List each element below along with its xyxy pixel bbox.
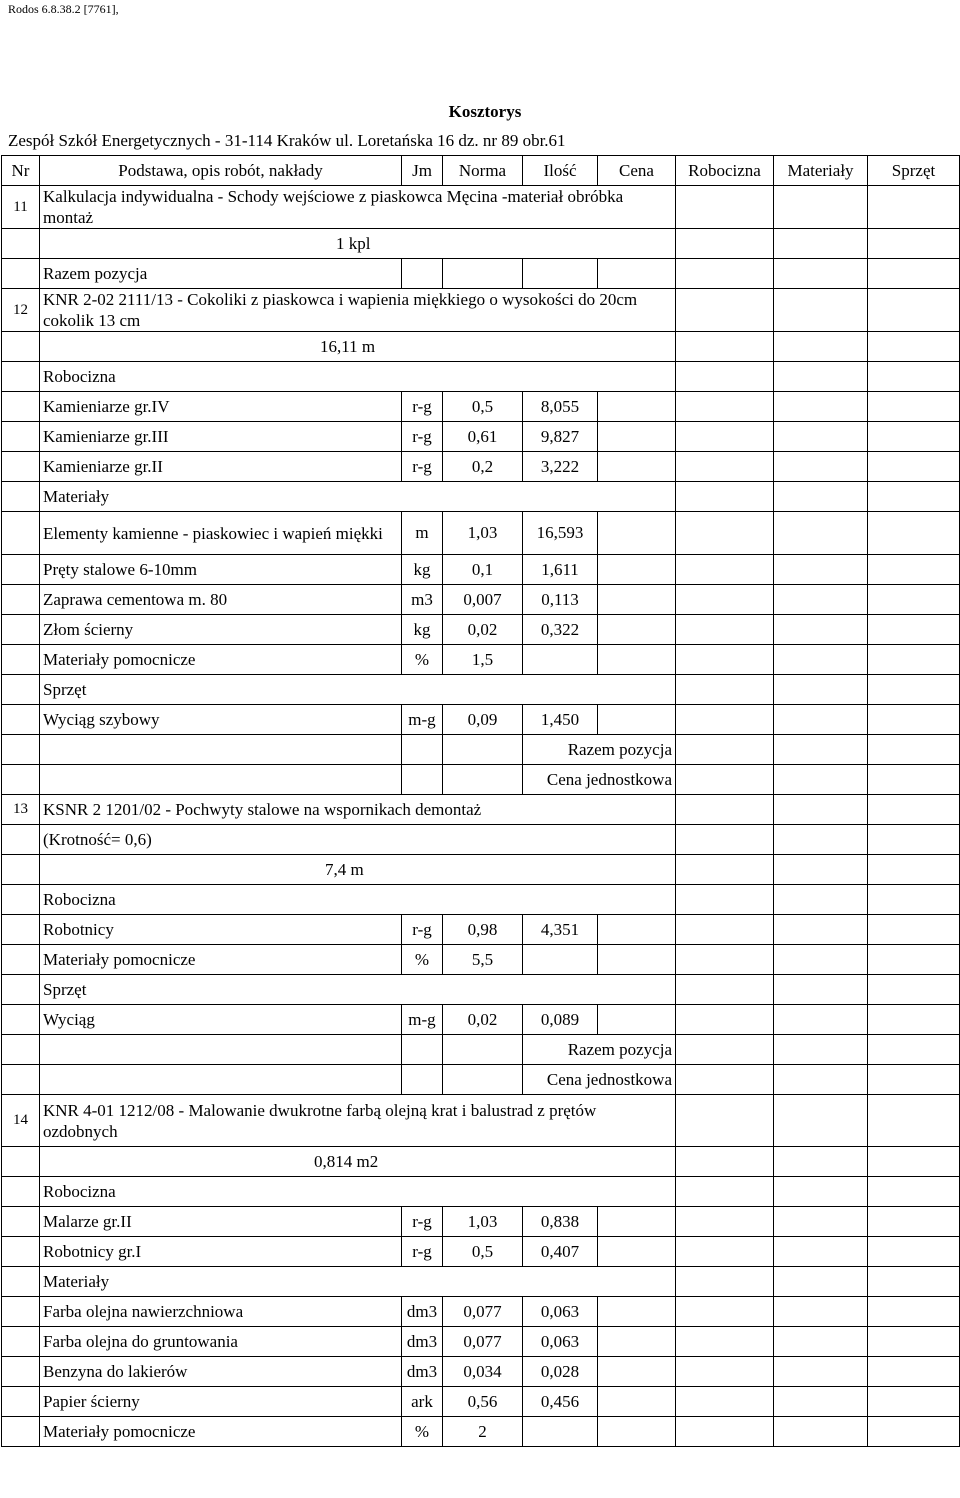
unit-price-label: Cena jednostkowa — [523, 1065, 676, 1095]
resource-row — [2, 555, 960, 585]
resource-unit: % — [402, 645, 443, 675]
resource-unit: r-g — [402, 392, 443, 422]
resource-name: Wyciąg — [40, 1005, 402, 1035]
estimate-table — [1, 155, 960, 1447]
total-label: Razem pozycja — [523, 1035, 676, 1065]
resource-unit: r-g — [402, 1237, 443, 1267]
resource-unit: dm3 — [402, 1357, 443, 1387]
resource-unit: kg — [402, 555, 443, 585]
section-row — [2, 885, 960, 915]
position-quantity: 1 kpl — [40, 229, 676, 259]
resource-norm: 0,1 — [443, 555, 523, 585]
col-header: Robocizna — [676, 156, 774, 186]
resource-name: Malarze gr.II — [40, 1207, 402, 1237]
document-subtitle: Zespół Szkół Energetycznych - 31-114 Kraków ul. Loretańska 16 dz. nr 89 obr.61 — [8, 131, 566, 150]
resource-quantity: 0,113 — [523, 585, 598, 615]
unit-price-row — [2, 765, 960, 795]
resource-quantity: 0,063 — [523, 1327, 598, 1357]
resource-name: Papier ścierny — [40, 1387, 402, 1417]
resource-unit: m — [402, 512, 443, 555]
position-row — [2, 1095, 960, 1147]
resource-unit: kg — [402, 615, 443, 645]
resource-quantity: 1,611 — [523, 555, 598, 585]
resource-name: Elementy kamienne - piaskowiec i wapień miękki — [40, 512, 402, 555]
resource-row — [2, 1357, 960, 1387]
position-quantity: 0,814 m2 — [40, 1147, 676, 1177]
resource-row — [2, 1005, 960, 1035]
resource-row — [2, 422, 960, 452]
position-number: 12 — [2, 289, 40, 332]
position-row — [2, 186, 960, 229]
resource-unit: dm3 — [402, 1297, 443, 1327]
col-header: Sprzęt — [868, 156, 960, 186]
resource-quantity: 0,322 — [523, 615, 598, 645]
resource-quantity: 0,028 — [523, 1357, 598, 1387]
unit-price-label: Cena jednostkowa — [523, 765, 676, 795]
resource-unit: % — [402, 945, 443, 975]
resource-name: Pręty stalowe 6-10mm — [40, 555, 402, 585]
total-row — [2, 259, 960, 289]
resource-unit: % — [402, 1417, 443, 1447]
resource-row — [2, 1327, 960, 1357]
resource-norm: 0,02 — [443, 615, 523, 645]
section-row — [2, 975, 960, 1005]
resource-norm: 0,034 — [443, 1357, 523, 1387]
resource-unit: ark — [402, 1387, 443, 1417]
header-row — [2, 156, 960, 186]
resource-row — [2, 645, 960, 675]
unit-price-row — [2, 1065, 960, 1095]
total-label: Razem pozycja — [40, 259, 402, 289]
col-header: Ilość — [523, 156, 598, 186]
resource-quantity: 0,456 — [523, 1387, 598, 1417]
position-row — [2, 795, 960, 825]
resource-norm: 5,5 — [443, 945, 523, 975]
resource-quantity — [523, 645, 598, 675]
resource-name: Materiały pomocnicze — [40, 945, 402, 975]
resource-row — [2, 1417, 960, 1447]
col-header: Cena — [598, 156, 676, 186]
quantity-row — [2, 332, 960, 362]
section-row — [2, 1177, 960, 1207]
resource-name: Wyciąg szybowy — [40, 705, 402, 735]
resource-name: Benzyna do lakierów — [40, 1357, 402, 1387]
resource-unit: r-g — [402, 915, 443, 945]
app-version: Rodos 6.8.38.2 [7761], — [8, 2, 119, 16]
position-description: KSNR 2 1201/02 - Pochwyty stalowe na wspornikach demontaż — [40, 795, 676, 825]
resource-quantity: 0,838 — [523, 1207, 598, 1237]
resource-quantity — [523, 945, 598, 975]
position-description: KNR 4-01 1212/08 - Malowanie dwukrotne farbą olejną krat i balustrad z prętów ozdobnych — [40, 1095, 676, 1147]
labor-section-label: Robocizna — [40, 362, 676, 392]
resource-norm: 0,007 — [443, 585, 523, 615]
resource-quantity: 0,063 — [523, 1297, 598, 1327]
resource-name: Farba olejna nawierzchniowa — [40, 1297, 402, 1327]
resource-norm: 0,5 — [443, 1237, 523, 1267]
resource-quantity: 0,089 — [523, 1005, 598, 1035]
resource-norm: 0,09 — [443, 705, 523, 735]
labor-section-label: Robocizna — [40, 1177, 676, 1207]
total-row — [2, 1035, 960, 1065]
resource-unit: m-g — [402, 705, 443, 735]
section-row — [2, 1267, 960, 1297]
resource-row — [2, 512, 960, 555]
col-header: Materiały — [774, 156, 868, 186]
position-number: 11 — [2, 186, 40, 229]
position-number: 14 — [2, 1095, 40, 1147]
resource-name: Robotnicy — [40, 915, 402, 945]
resource-quantity: 0,407 — [523, 1237, 598, 1267]
resource-unit: r-g — [402, 452, 443, 482]
resource-norm: 2 — [443, 1417, 523, 1447]
position-number: 13 — [2, 795, 40, 825]
resource-name: Kamieniarze gr.III — [40, 422, 402, 452]
total-label: Razem pozycja — [523, 735, 676, 765]
quantity-row — [2, 229, 960, 259]
resource-name: Kamieniarze gr.II — [40, 452, 402, 482]
position-description: KNR 2-02 2111/13 - Cokoliki z piaskowca i wapienia miękkiego o wysokości do 20cm cokolik 13 cm — [40, 289, 676, 332]
resource-quantity: 16,593 — [523, 512, 598, 555]
position-quantity: 7,4 m — [40, 855, 676, 885]
position-quantity: 16,11 m — [40, 332, 676, 362]
col-header: Podstawa, opis robót, nakłady — [40, 156, 402, 186]
resource-name: Materiały pomocnicze — [40, 1417, 402, 1447]
resource-name: Kamieniarze gr.IV — [40, 392, 402, 422]
col-header: Jm — [402, 156, 443, 186]
resource-row — [2, 1297, 960, 1327]
resource-name: Materiały pomocnicze — [40, 645, 402, 675]
resource-row — [2, 615, 960, 645]
total-row — [2, 735, 960, 765]
resource-norm: 0,56 — [443, 1387, 523, 1417]
resource-quantity: 1,450 — [523, 705, 598, 735]
section-row — [2, 675, 960, 705]
resource-unit: m-g — [402, 1005, 443, 1035]
materials-section-label: Materiały — [40, 482, 676, 512]
resource-row — [2, 945, 960, 975]
labor-section-label: Robocizna — [40, 885, 676, 915]
equipment-section-label: Sprzęt — [40, 675, 676, 705]
position-multiplier: (Krotność= 0,6) — [40, 825, 676, 855]
resource-unit: r-g — [402, 1207, 443, 1237]
position-description: Kalkulacja indywidualna - Schody wejściowe z piaskowca Męcina -materiał obróbka montaż — [40, 186, 676, 229]
resource-quantity: 3,222 — [523, 452, 598, 482]
col-header: Nr — [2, 156, 40, 186]
resource-quantity — [523, 1417, 598, 1447]
resource-quantity: 9,827 — [523, 422, 598, 452]
resource-norm: 0,5 — [443, 392, 523, 422]
resource-unit: m3 — [402, 585, 443, 615]
equipment-section-label: Sprzęt — [40, 975, 676, 1005]
quantity-row — [2, 855, 960, 885]
resource-name: Złom ścierny — [40, 615, 402, 645]
resource-quantity: 8,055 — [523, 392, 598, 422]
resource-norm: 1,5 — [443, 645, 523, 675]
resource-name: Zaprawa cementowa m. 80 — [40, 585, 402, 615]
resource-norm: 0,077 — [443, 1327, 523, 1357]
resource-norm: 0,02 — [443, 1005, 523, 1035]
resource-norm: 0,61 — [443, 422, 523, 452]
resource-norm: 0,077 — [443, 1297, 523, 1327]
resource-name: Farba olejna do gruntowania — [40, 1327, 402, 1357]
resource-row — [2, 585, 960, 615]
position-row — [2, 289, 960, 332]
resource-row — [2, 452, 960, 482]
resource-row — [2, 1207, 960, 1237]
materials-section-label: Materiały — [40, 1267, 676, 1297]
resource-norm: 1,03 — [443, 512, 523, 555]
section-row — [2, 482, 960, 512]
section-row — [2, 362, 960, 392]
resource-row — [2, 1387, 960, 1417]
quantity-row — [2, 1147, 960, 1177]
resource-norm: 1,03 — [443, 1207, 523, 1237]
resource-unit: r-g — [402, 422, 443, 452]
document-title: Kosztorys — [448, 102, 522, 121]
resource-row — [2, 1237, 960, 1267]
resource-unit: dm3 — [402, 1327, 443, 1357]
resource-norm: 0,98 — [443, 915, 523, 945]
resource-row — [2, 705, 960, 735]
resource-row — [2, 915, 960, 945]
multiplier-row — [2, 825, 960, 855]
resource-name: Robotnicy gr.I — [40, 1237, 402, 1267]
resource-norm: 0,2 — [443, 452, 523, 482]
resource-row — [2, 392, 960, 422]
col-header: Norma — [443, 156, 523, 186]
resource-quantity: 4,351 — [523, 915, 598, 945]
